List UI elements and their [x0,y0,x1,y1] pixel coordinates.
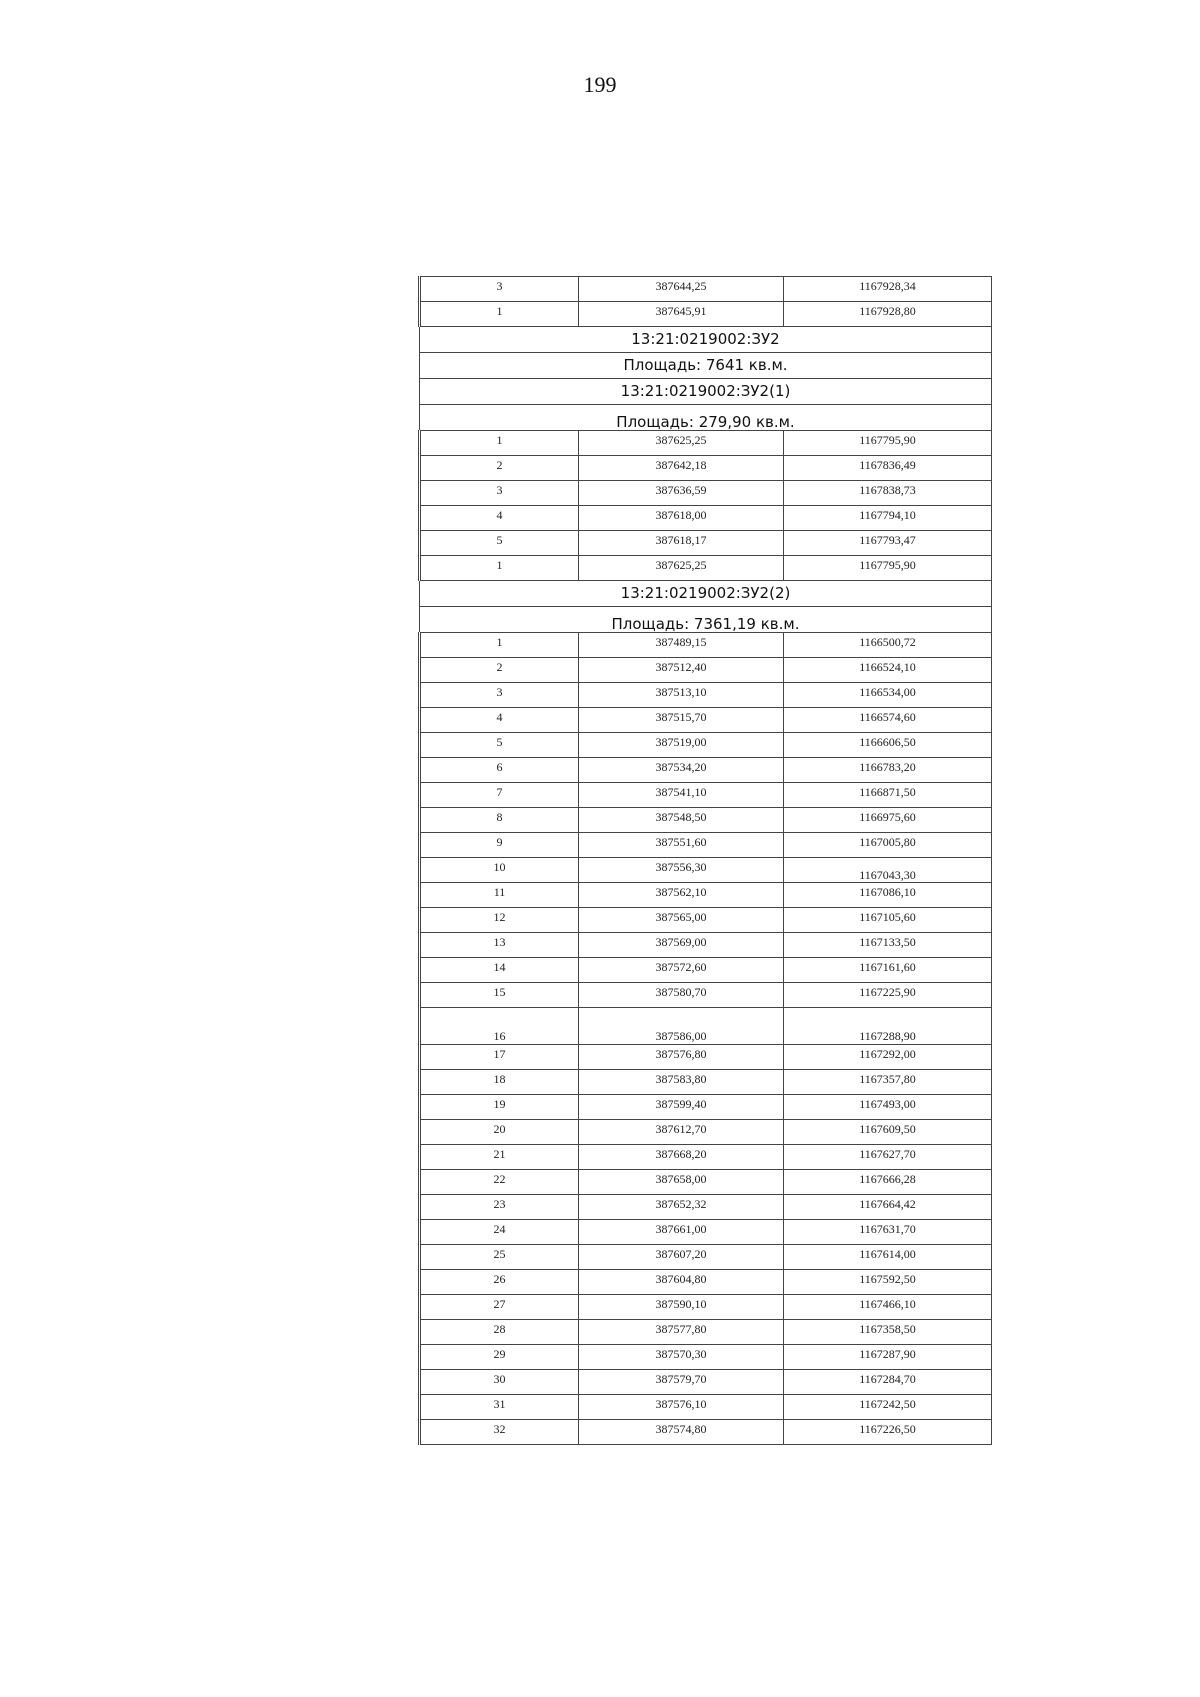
point-number-cell: 17 [420,1045,579,1070]
y-coordinate-cell: 1167666,28 [784,1170,992,1195]
y-coordinate-cell: 1167284,70 [784,1370,992,1395]
x-coordinate-cell: 387574,80 [579,1420,784,1445]
y-coordinate-cell: 1167836,49 [784,456,992,481]
point-number-cell: 11 [420,883,579,908]
x-coordinate-cell: 387513,10 [579,683,784,708]
point-number-cell: 5 [420,733,579,758]
section-heading-row [420,581,992,607]
table-row [420,883,992,908]
point-number-cell: 22 [420,1170,579,1195]
point-number-cell: 3 [420,277,579,302]
y-coordinate-cell: 1167005,80 [784,833,992,858]
point-number-cell: 15 [420,983,579,1008]
x-coordinate-cell: 387642,18 [579,456,784,481]
point-number-cell: 31 [420,1395,579,1420]
table-row [420,431,992,456]
x-coordinate-cell: 387576,10 [579,1395,784,1420]
x-coordinate-cell: 387604,80 [579,1270,784,1295]
table-row [420,858,992,883]
point-number-cell: 3 [420,683,579,708]
section-heading: Площадь: 7641 кв.м. [420,353,992,379]
section-heading: 13:21:0219002:ЗУ2(2) [420,581,992,607]
section-heading: Площадь: 7361,19 кв.м. [420,607,992,633]
section-heading: 13:21:0219002:ЗУ2 [420,327,992,353]
y-coordinate-cell: 1167627,70 [784,1145,992,1170]
section-heading: 13:21:0219002:ЗУ2(1) [420,379,992,405]
table-row [420,733,992,758]
y-coordinate-cell: 1167838,73 [784,481,992,506]
table-row [420,683,992,708]
y-coordinate-cell: 1166606,50 [784,733,992,758]
y-coordinate-cell: 1166534,00 [784,683,992,708]
table-row [420,1345,992,1370]
point-number-cell: 8 [420,808,579,833]
table-row [420,933,992,958]
point-number-cell: 3 [420,481,579,506]
x-coordinate-cell: 387580,70 [579,983,784,1008]
y-coordinate-cell: 1167357,80 [784,1070,992,1095]
x-coordinate-cell: 387583,80 [579,1070,784,1095]
table-row [420,1295,992,1320]
x-coordinate-cell: 387577,80 [579,1320,784,1345]
y-coordinate-cell: 1167287,90 [784,1345,992,1370]
point-number-cell: 1 [420,302,579,327]
table-row [420,1320,992,1345]
x-coordinate-cell: 387534,20 [579,758,784,783]
point-number-cell: 12 [420,908,579,933]
x-coordinate-cell: 387489,15 [579,633,784,658]
point-number-cell: 24 [420,1220,579,1245]
x-coordinate-cell: 387562,10 [579,883,784,908]
y-coordinate-cell: 1167288,90 [784,1008,992,1045]
table-row [420,1070,992,1095]
x-coordinate-cell: 387551,60 [579,833,784,858]
point-number-cell: 2 [420,456,579,481]
y-coordinate-cell: 1167358,50 [784,1320,992,1345]
page-number: 199 [583,72,617,97]
x-coordinate-cell: 387645,91 [579,302,784,327]
table-row [420,808,992,833]
y-coordinate-cell: 1167493,00 [784,1095,992,1120]
table-row [420,1045,992,1070]
coordinates-table-body [420,277,992,1445]
x-coordinate-cell: 387599,40 [579,1095,784,1120]
y-coordinate-cell: 1166871,50 [784,783,992,808]
table-row [420,833,992,858]
x-coordinate-cell: 387636,59 [579,481,784,506]
y-coordinate-cell: 1167043,30 [784,858,992,883]
table-row [420,908,992,933]
point-number-cell: 9 [420,833,579,858]
y-coordinate-cell: 1167928,34 [784,277,992,302]
x-coordinate-cell: 387570,30 [579,1345,784,1370]
x-coordinate-cell: 387625,25 [579,556,784,581]
point-number-cell: 1 [420,431,579,456]
x-coordinate-cell: 387586,00 [579,1008,784,1045]
table-row [420,1170,992,1195]
y-coordinate-cell: 1167466,10 [784,1295,992,1320]
point-number-cell: 6 [420,758,579,783]
point-number-cell: 5 [420,531,579,556]
x-coordinate-cell: 387519,00 [579,733,784,758]
table-row [420,1245,992,1270]
point-number-cell: 13 [420,933,579,958]
x-coordinate-cell: 387618,17 [579,531,784,556]
point-number-cell: 4 [420,708,579,733]
coordinates-table [418,276,992,1445]
x-coordinate-cell: 387644,25 [579,277,784,302]
y-coordinate-cell: 1167133,50 [784,933,992,958]
table-row [420,708,992,733]
section-heading-row [420,327,992,353]
table-row [420,1120,992,1145]
point-number-cell: 2 [420,658,579,683]
point-number-cell: 18 [420,1070,579,1095]
point-number-cell: 26 [420,1270,579,1295]
table-row [420,1370,992,1395]
table-row [420,277,992,302]
point-number-cell: 4 [420,506,579,531]
point-number-cell: 10 [420,858,579,883]
y-coordinate-cell: 1167105,60 [784,908,992,933]
point-number-cell: 7 [420,783,579,808]
y-coordinate-cell: 1167793,47 [784,531,992,556]
point-number-cell: 20 [420,1120,579,1145]
x-coordinate-cell: 387668,20 [579,1145,784,1170]
point-number-cell: 16 [420,1008,579,1045]
table-row [420,1220,992,1245]
x-coordinate-cell: 387541,10 [579,783,784,808]
y-coordinate-cell: 1166783,20 [784,758,992,783]
table-row [420,531,992,556]
x-coordinate-cell: 387548,50 [579,808,784,833]
y-coordinate-cell: 1166574,60 [784,708,992,733]
x-coordinate-cell: 387658,00 [579,1170,784,1195]
table-row [420,506,992,531]
point-number-cell: 32 [420,1420,579,1445]
y-coordinate-cell: 1167242,50 [784,1395,992,1420]
table-row [420,1420,992,1445]
point-number-cell: 19 [420,1095,579,1120]
y-coordinate-cell: 1167794,10 [784,506,992,531]
point-number-cell: 27 [420,1295,579,1320]
y-coordinate-cell: 1167614,00 [784,1245,992,1270]
table-row [420,456,992,481]
point-number-cell: 14 [420,958,579,983]
x-coordinate-cell: 387556,30 [579,858,784,883]
point-number-cell: 30 [420,1370,579,1395]
y-coordinate-cell: 1167225,90 [784,983,992,1008]
x-coordinate-cell: 387618,00 [579,506,784,531]
point-number-cell: 29 [420,1345,579,1370]
point-number-cell: 1 [420,633,579,658]
table-row [420,302,992,327]
y-coordinate-cell: 1167292,00 [784,1045,992,1070]
point-number-cell: 1 [420,556,579,581]
y-coordinate-cell: 1167226,50 [784,1420,992,1445]
table-row [420,1195,992,1220]
x-coordinate-cell: 387625,25 [579,431,784,456]
y-coordinate-cell: 1167664,42 [784,1195,992,1220]
table-row [420,481,992,506]
table-row [420,633,992,658]
table-row [420,983,992,1008]
table-row [420,1008,992,1045]
y-coordinate-cell: 1167795,90 [784,556,992,581]
table-row [420,556,992,581]
x-coordinate-cell: 387572,60 [579,958,784,983]
x-coordinate-cell: 387569,00 [579,933,784,958]
y-coordinate-cell: 1166524,10 [784,658,992,683]
table-row [420,1095,992,1120]
point-number-cell: 28 [420,1320,579,1345]
y-coordinate-cell: 1166975,60 [784,808,992,833]
section-heading-row [420,379,992,405]
point-number-cell: 21 [420,1145,579,1170]
section-heading: Площадь: 279,90 кв.м. [420,405,992,431]
x-coordinate-cell: 387512,40 [579,658,784,683]
y-coordinate-cell: 1167086,10 [784,883,992,908]
x-coordinate-cell: 387576,80 [579,1045,784,1070]
y-coordinate-cell: 1167592,50 [784,1270,992,1295]
y-coordinate-cell: 1167631,70 [784,1220,992,1245]
y-coordinate-cell: 1166500,72 [784,633,992,658]
x-coordinate-cell: 387612,70 [579,1120,784,1145]
y-coordinate-cell: 1167928,80 [784,302,992,327]
table-row [420,658,992,683]
x-coordinate-cell: 387515,70 [579,708,784,733]
x-coordinate-cell: 387579,70 [579,1370,784,1395]
x-coordinate-cell: 387607,20 [579,1245,784,1270]
y-coordinate-cell: 1167795,90 [784,431,992,456]
y-coordinate-cell: 1167609,50 [784,1120,992,1145]
x-coordinate-cell: 387661,00 [579,1220,784,1245]
table-row [420,958,992,983]
point-number-cell: 25 [420,1245,579,1270]
x-coordinate-cell: 387652,32 [579,1195,784,1220]
table-row [420,1145,992,1170]
section-heading-row [420,607,992,633]
section-heading-row [420,353,992,379]
point-number-cell: 23 [420,1195,579,1220]
table-row [420,1395,992,1420]
x-coordinate-cell: 387565,00 [579,908,784,933]
table-row [420,758,992,783]
y-coordinate-cell: 1167161,60 [784,958,992,983]
table-row [420,783,992,808]
x-coordinate-cell: 387590,10 [579,1295,784,1320]
table-row [420,1270,992,1295]
section-heading-row [420,405,992,431]
